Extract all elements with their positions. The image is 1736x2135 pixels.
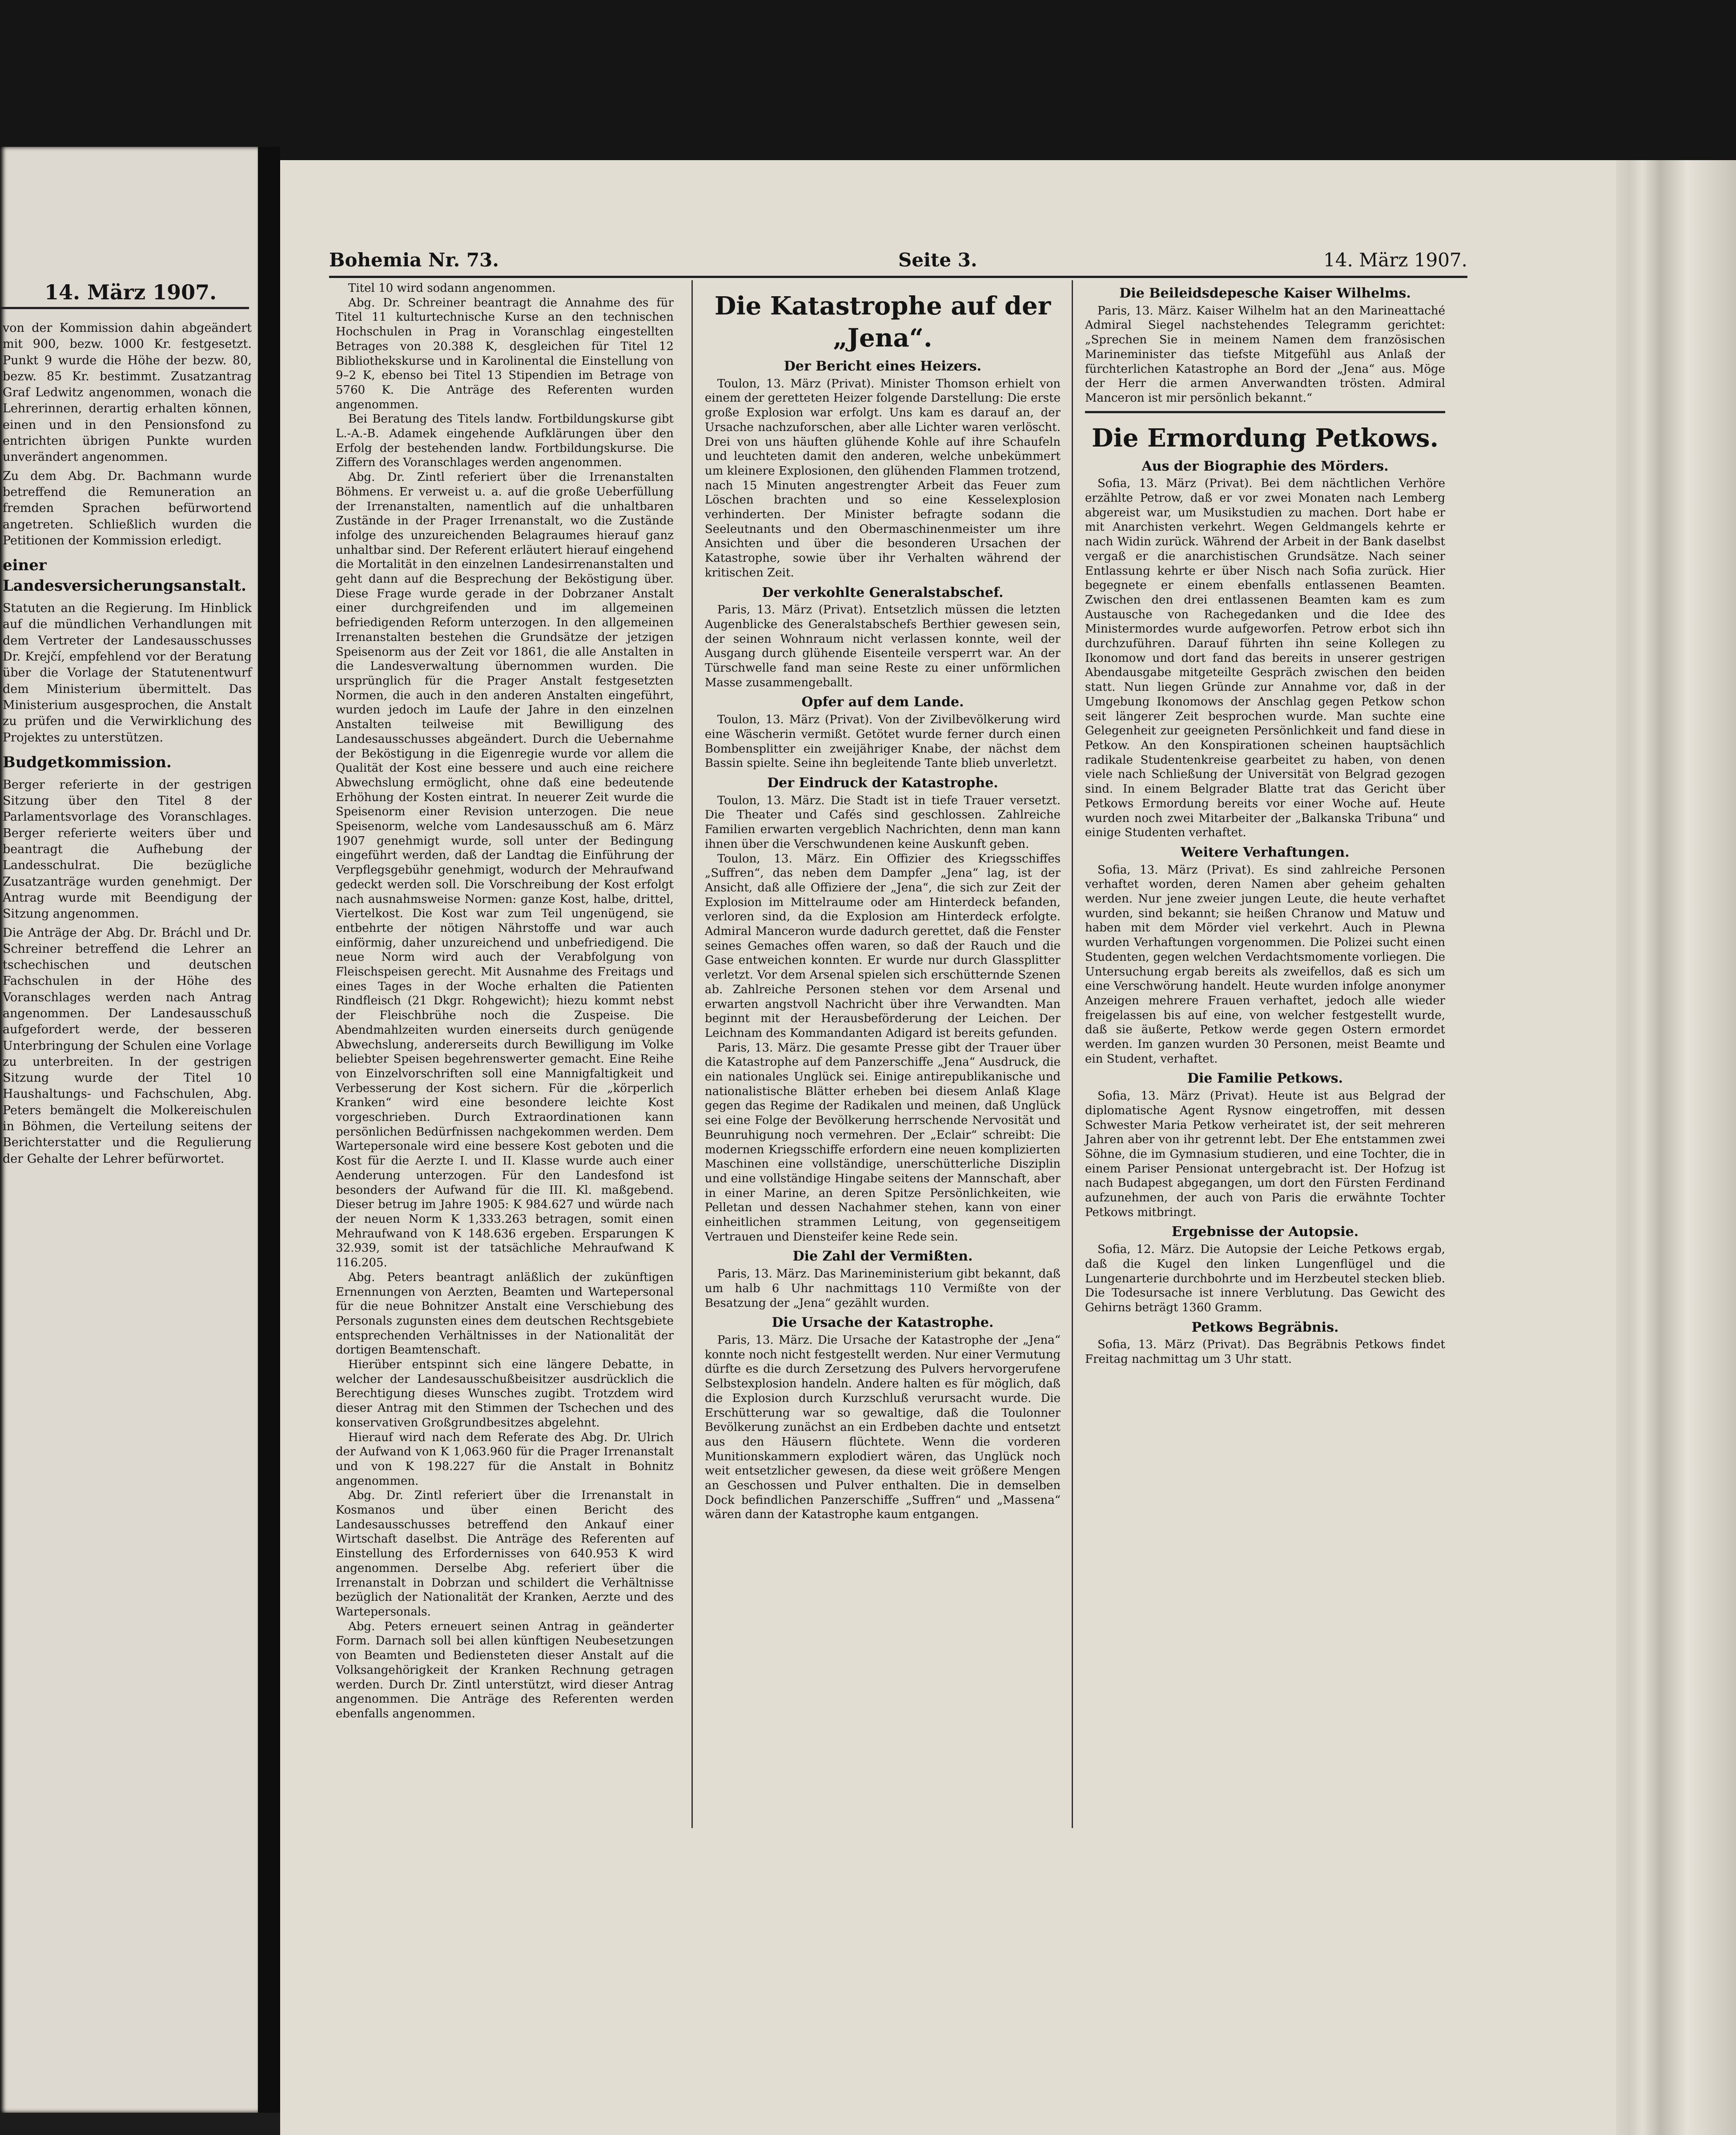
column-2 xyxy=(705,281,1061,1522)
paragraph: Sofia, 13. März (Privat). Bei dem nächtlichen Verhöre erzählte Petrow, daß er vor zwei Monaten nach Lemberg abgereist war, um Musikstudien zu machen. Dort habe er mit Anarchisten verkehrt. Wegen Geldmangels kehrte er nach Widin zurück. Während der Arbeit in der Bank daselbst vergaß er die anarchistischen Grundsätze. Nach seiner Entlassung kehrte er über Nisch nach Sofia zurück. Hier begegnete er einem ebenfalls entlassenen Beamten. Zwischen den drei entlassenen Beamten kam es zum Austausche von Rachegedanken und die Idee des Ministermordes wurde aufgeworfen. Petrow erbot sich ihn durchzuführen. Darauf führten ihn seine Kollegen zu Ikonomow und dort fand das bereits in unserer gestrigen Abendausgabe mitgeteilte Gespräch zwischen den beiden statt. Nun liegen Gründe zur Annahme vor, daß in der Umgebung Ikonomows der Anschlag gegen Petkow schon seit längerer Zeit besprochen wurde. Man suchte eine Gelegenheit zur geeigneten Persönlichkeit und fand diese in Petkow. An den Konspirationen scheinen hauptsächlich radikale Studentenkreise gearbeitet zu haben, von denen viele nach Schließung der Universität von Belgrad gezogen sind. In einem Belgrader Blatte trat das Gericht über Petkows Ermordung bereits vor einer Woche auf. Heute wurden noch zwei Mitarbeiter der „Balkanska Tribuna“ und einige Studenten verhaftet. xyxy=(1085,477,1445,840)
paragraph: Paris, 13. März. Die gesamte Presse gibt der Trauer über die Katastrophe auf dem Panzerschiffe „Jena“ Ausdruck, die ein nationales Unglück sei. Einige antirepublikanische und nationalistische Blätter erheben bei diesem Anlaß Klage gegen das Regime der Radikalen und meinen, daß Unglück sei eine Folge der Bevölkerung herrschende Nervosität und Beunruhigung noch vermehren. Der „Eclair“ schreibt: Die modernen Kriegsschiffe erfordern eine neuen komplizierten Maschinen eine vollständige, unerschütterliche Disziplin und eine vollständige Hingabe seitens der Mannschaft, aber in einer Marine, an deren Spitze Persönlichkeiten, wie Pelletan und dessen Nachahmer stehen, kann von einer einheitlichen strammen Leitung, von gegenseitigem Vertrauen und Diensteifer keine Rede sein. xyxy=(705,1041,1061,1244)
left-page-date: 14. März 1907. xyxy=(44,280,217,304)
section-heading: Der verkohlte Generalstabschef. xyxy=(762,584,1004,600)
paragraph: Abg. Dr. Zintl referiert über die Irrenanstalten Böhmens. Er verweist u. a. auf die große Ueberfüllung der Irrenanstalten, namentlich auf die unhaltbaren Zustände in der Prager Irrenanstalt, wo die Zustände infolge des unzureichenden Belagraumes hierauf ganz unhaltbar sind. Der Referent erläutert hierauf eingehend die Mortalität in den einzelnen Landesirrenanstalten und geht dann auf die Besprechung der Beköstigung über. Diese Frage wurde gerade in der Dobrzaner Anstalt einer durchgreifenden und im allgemeinen befriedigenden Reform unterzogen. In den allgemeinen Irrenanstalten bestehen die Grundsätze der jetzigen Speisenorm aus der Zeit vor 1861, die alle Anstalten in die Landesverwaltung übernommen wurden. Die ursprünglich für die Prager Anstalt festgesetzten Normen, die auch in den anderen Anstalten eingeführt, wurden jedoch im Laufe der Jahre in den einzelnen Anstalten teilweise mit Bewilligung des Landesausschusses abgeändert. Durch die Uebernahme der Beköstigung in die Eigenregie wurde vor allem die Qualität der Kost eine bessere und auch eine reichere Abwechslung ermöglicht, ohne daß eine bedeutende Erhöhung der Kosten eintrat. In neuerer Zeit wurde die Speisenorm einer Revision unterzogen. Die neue Speisenorm, welche vom Landesausschuß am 6. März 1907 genehmigt wurde, soll unter der Bedingung eingeführt werden, daß der Landtag die Einführung der Verpflegsgebühr genehmigt, wodurch der Mehraufwand gedeckt werden soll. Die Vorschreibung der Kost erfolgt nach ausnahmsweise Normen: ganze Kost, halbe, drittel, Viertelkost. Die Kost war zum Teil ungenügend, sie entbehrte der nötigen Nährstoffe und war auch einförmig, daher unzureichend und unbefriedigend. Die neue Norm wird auch der Verabfolgung von Fleischspeisen gerecht. Mit Ausnahme des Freitags und eines Tages in der Woche erhalten die Patienten Rindfleisch (21 Dkgr. Rohgewicht); hiezu kommt nebst der Fleischbrühe noch die Zuspeise. Die Abendmahlzeiten wurden einerseits durch genügende Abwechslung, andererseits durch Bewilligung im Volke beliebter Speisen begehrenswerter gemacht. Eine Reihe von Einzelvorschriften soll eine Mannigfaltigkeit und Verbesserung der Kost sichern. Für die „körperlich Kranken“ wird eine besondere leichte Kost vorgeschrieben. Durch Extraordinationen kann persönlichen Bedürfnissen nachgekommen werden. Dem Wartepersonale wird eine bessere Kost geboten und die Kost für die Aerzte I. und II. Klasse wurde auch einer Aenderung unterzogen. Für den Landesfond ist besonders der Aufwand für die III. Kl. maßgebend. Dieser betrug im Jahre 1905: K 984.627 und würde nach der neuen Norm K 1,333.263 betragen, somit einen Mehraufwand von K 148.636 ergeben. Ersparungen K 32.939, somit ist der tatsächliche Mehraufwand K 116.205. xyxy=(336,471,674,1270)
section-heading: Ergebnisse der Autopsie. xyxy=(1171,1224,1359,1240)
paragraph: Paris, 13. März. Das Marineministerium gibt bekannt, daß um halb 6 Uhr nachmittags 110 Vermißte von der Besatzung der „Jena“ gezählt wurden. xyxy=(705,1267,1061,1310)
article-title-petkow: Die Ermordung Petkows. xyxy=(1092,423,1439,453)
lp-paragraph: Statuten an die Regierung. Im Hinblick auf die mündlichen Verhandlungen mit dem Vertreter der Landesausschusses Dr. Krejčí, empfehlend vor der Beratung über die Vorlage der Statutenentwurf dem Ministerium übermittelt. Das Ministerium ausgesprochen, die Anstalt zu prüfen und die Verwirklichung des Projektes zu unterstützen. xyxy=(3,601,252,745)
section-heading: Der Eindruck der Katastrophe. xyxy=(767,775,998,791)
page-stack-edge xyxy=(1616,160,1736,2135)
paragraph: Abg. Dr. Zintl referiert über die Irrenanstalt in Kosmanos und über einen Bericht des Landesausschusses betreffend den Ankauf einer Wirtschaft daselbst. Die Anträge des Referenten auf Einstellung des Erfordernisses von 640.953 K wird angenommen. Derselbe Abg. referiert über die Irrenanstalt in Dobrzan und schildert die Verhältnisse bezüglich der Nationalität der Kranken, Aerzte und des Wartepersonals. xyxy=(336,1489,674,1619)
paragraph: Toulon, 13. März. Die Stadt ist in tiefe Trauer versetzt. Die Theater und Cafés sind geschlossen. Zahlreiche Familien erwarten vergeblich Nachrichten, denn man kann ihnen über die Verschwundenen keine Auskunft geben. xyxy=(705,794,1061,851)
paragraph: Toulon, 13. März (Privat). Minister Thomson erhielt von einem der geretteten Heizer folgende Darstellung: Die erste große Explosion war erfolgt. Uns kam es darauf an, der Ursache nachzuforschen, aber alle Lichter waren verlöscht. Drei von uns häuften glühende Kohle auf ihre Schaufeln und leuchteten damit den anderen, welche unbekümmert um kleinere Explosionen, den glühenden Flammen trotzend, nach 15 Minuten angestrengter Arbeit das Feuer zum Löschen brachten und so eine Kesselexplosion verhinderten. Der Minister befragte sodann die Seeleutnants und den Obermaschinenmeister um ihre Ansichten und über die besonderen Ursachen der Katastrophe, sowie über ihr Verhalten während der kritischen Zeit. xyxy=(705,377,1061,580)
lp-heading: Budgetkommission. xyxy=(3,753,172,771)
paragraph: Toulon, 13. März (Privat). Von der Zivilbevölkerung wird eine Wäscherin vermißt. Getötet wurde ferner durch einen Bombensplitter ein zweijähriger Knabe, der nächst dem Bassin spielte. Seine ihn begleitende Tante blieb unverletzt. xyxy=(705,713,1061,770)
paragraph: Toulon, 13. März. Ein Offizier des Kriegsschiffes „Suffren“, das neben dem Dampfer „Jena“ lag, ist der Ansicht, daß alle Offiziere der „Jena“, die sich zur Zeit der Explosion im Mittelraume oder am Hinterdeck befanden, verloren sind, da die Explosion am Hinterdeck erfolgte. Admiral Manceron wurde dadurch gerettet, daß die Fenster seines Gemaches offen waren, so daß der Rauch und die Gase entweichen konnten. Er wurde nur durch Glassplitter verletzt. Vor dem Arsenal spielen sich erschütternde Szenen ab. Zahlreiche Personen stehen vor dem Arsenal und erwarten angstvoll Nachricht über ihre Verwandten. Man beginnt mit der Herausbeförderung der Leichen. Der Leichnam des Kommandanten Adigard ist bereits gefunden. xyxy=(705,852,1061,1040)
lp-heading: einer Landesversicherungsanstalt. xyxy=(3,556,246,595)
paragraph: Paris, 13. März. Kaiser Wilhelm hat an den Marineattaché Admiral Siegel nachstehendes Telegramm gerichtet: „Sprechen Sie in meinem Namen dem französischen Marineminister das tiefste Mitgefühl aus Anlaß der fürchterlichen Katastrophe an Bord der „Jena“ aus. Möge der Herr die armen Anverwandten trösten. Admiral Manceron ist mir persönlich bekannt.“ xyxy=(1085,304,1445,405)
column-3 xyxy=(1085,281,1445,1367)
page-gutter xyxy=(258,147,280,2113)
section-heading: Der Bericht eines Heizers. xyxy=(784,359,982,374)
paragraph: Abg. Peters erneuert seinen Antrag in geänderter Form. Darnach soll bei allen künftigen Neubesetzungen von Beamten und Bediensteten dieser Anstalt auf die Volksangehörigkeit der Kranken Rechnung getragen werden. Durch Dr. Zintl unterstützt, wird dieser Antrag angenommen. Die Anträge des Referenten werden ebenfalls angenommen. xyxy=(336,1619,674,1720)
paragraph: Paris, 13. März. Die Ursache der Katastrophe der „Jena“ konnte noch nicht festgestellt werden. Nur einer Vermutung dürfte es die durch Zersetzung des Pulvers hervorgerufene Selbstexplosion handeln. Andere halten es für möglich, daß die Explosion durch Kurzschluß verursacht wurde. Die Erschütterung war so gewaltige, daß die Toulonner Bevölkerung zunächst an ein Erdbeben dachte und entsetzt aus den Häusern flüchtete. Wenn die vorderen Munitionskammern explodiert wären, das Unglück noch weit entsetzlicher gewesen, da diese weit größere Mengen an Geschossen und Pulver enthalten. Die in demselben Dock befindlichen Panzerschiffe „Suffren“ und „Massena“ wären dann der Katastrophe kaum entgangen. xyxy=(705,1333,1061,1522)
paragraph: Titel 10 wird sodann angenommen. xyxy=(348,282,556,295)
paragraph: Paris, 13. März (Privat). Entsetzlich müssen die letzten Augenblicke des Generalstabschefs Berthier gewesen sein, der seinen Wohnraum nicht verlassen konnte, weil der Ausgang durch glühende Eisenteile versperrt war. An der Türschwelle fand man seine Reste zu einer unförmlichen Masse zusammengeballt. xyxy=(705,603,1061,689)
newspaper-page xyxy=(280,160,1736,2135)
column-rule xyxy=(691,280,693,1828)
paragraph: Bei Beratung des Titels landw. Fortbildungskurse gibt L.-A.-B. Adamek eingehende Aufklärungen über den Erfolg der bestehenden landw. Fortbildungskurse. Die Ziffern des Voranschlages werden angenommen. xyxy=(336,412,674,470)
paragraph: Abg. Dr. Schreiner beantragt die Annahme des für Titel 11 kulturtechnische Kurse an den technischen Hochschulen in Prag in Voranschlag eingestellten Betrages von 20.388 K, desgleichen für Titel 12 Bibliothekskurse und in Karolinental die Einstellung von 9–2 K, ebenso bei Titel 13 Stipendien im Betrage von 5760 K. Die Anträge des Referenten wurden angenommen. xyxy=(336,296,674,411)
header-issue: Bohemia Nr. 73. xyxy=(329,249,499,271)
paragraph: Hierauf wird nach dem Referate des Abg. Dr. Ulrich der Aufwand von K 1,063.960 für die Prager Irrenanstalt und von K 198.227 für die Anstalt in Bohnitz angenommen. xyxy=(336,1430,674,1488)
section-heading: Die Ursache der Katastrophe. xyxy=(772,1315,994,1331)
paragraph: Sofia, 13. März (Privat). Das Begräbnis Petkows findet Freitag nachmittag um 3 Uhr statt. xyxy=(1085,1338,1445,1366)
left-page-fragment xyxy=(0,147,258,2113)
column-1 xyxy=(336,281,674,1721)
page-header xyxy=(329,249,1467,276)
article-title-jena: Die Katastrophe auf der „Jena“. xyxy=(714,291,1051,353)
lp-paragraph: von der Kommission dahin abgeändert mit 900, bezw. 1000 Kr. festgesetzt. Punkt 9 wurde die Höhe der bezw. 80, bezw. 85 Kr. bestimmt. Zusatzantrag Graf Ledwitz angenommen, wonach die Lehrerinnen, derartig erhalten können, einen und in den Pensionsfond zu entrichten übrigen Punkte wurden unverändert angenommen. xyxy=(3,321,252,464)
section-heading: Aus der Biographie des Mörders. xyxy=(1141,458,1389,474)
left-page-column xyxy=(3,320,252,1170)
scan-background xyxy=(0,0,1736,160)
section-heading: Die Familie Petkows. xyxy=(1187,1071,1343,1087)
header-rule xyxy=(329,276,1467,278)
lp-paragraph: Berger referierte in der gestrigen Sitzung über den Titel 8 der Parlamentsvorlage des Voranschlages. Berger referierte weiters über und beantragt die Aufhebung der Landesschulrat. Die bezügliche Zusatzanträge wurden genehmigt. Der Antrag wurde mit Beendigung der Sitzung angenommen. xyxy=(3,777,252,921)
section-heading: Opfer auf dem Lande. xyxy=(801,694,964,710)
article-divider xyxy=(1085,411,1445,413)
column-rule xyxy=(1072,280,1073,1828)
paragraph: Sofia, 12. März. Die Autopsie der Leiche Petkows ergab, daß die Kugel den linken Lungenflügel und die Lungenarterie durchbohrte und im Herzbeutel stecken blieb. Die Todesursache ist innere Verblutung. Das Gewicht des Gehirns beträgt 1360 Gramm. xyxy=(1085,1243,1445,1314)
section-heading: Weitere Verhaftungen. xyxy=(1181,844,1350,860)
section-heading: Die Zahl der Vermißten. xyxy=(792,1249,973,1265)
header-page-number: Seite 3. xyxy=(898,249,977,271)
paragraph: Abg. Peters beantragt anläßlich der zukünftigen Ernennungen von Aerzten, Beamten und Wartepersonal für die neue Bohnitzer Anstalt eine Verschiebung des Personals zugunsten eines dem deutschen Rechtsgebiete entsprechenden Verhältnisses in der Nationalität der dortigen Beamtenschaft. xyxy=(336,1270,674,1357)
paragraph: Hierüber entspinnt sich eine längere Debatte, in welcher der Landesausschußbeisitzer ausdrücklich die Berechtigung dieses Wunsches zugibt. Trotzdem wird dieser Antrag mit den Stimmen der Tschechen und des konservativen Großgrundbesitzes abgelehnt. xyxy=(336,1358,674,1430)
section-heading: Petkows Begräbnis. xyxy=(1191,1319,1339,1335)
paragraph: Sofia, 13. März (Privat). Es sind zahlreiche Personen verhaftet worden, deren Namen aber geheim gehalten werden. Nur jene zweier jungen Leute, die heute verhaftet wurden, sind bekannt; sie heißen Chranow und Matuw und haben mit dem Mörder viel verkehrt. Auch in Plewna wurden Verhaftungen vorgenommen. Die Polizei sucht einen Studenten, gegen welchen Verdachtsmomente vorliegen. Die Untersuchung ergab bereits als zweifellos, daß es sich um eine Verschwörung handelt. Heute wurden infolge anonymer Anzeigen mehrere Frauen verhaftet, jedoch alle wieder freigelassen bis auf eine, von welcher festgestellt wurde, daß sie äußerte, Petkow werde gegen Ostern ermordet werden. Im ganzen wurden 30 Personen, meist Beamte und ein Student, verhaftet. xyxy=(1085,863,1445,1066)
lp-paragraph: Die Anträge der Abg. Dr. Bráchl und Dr. Schreiner betreffend die Lehrer an tschechischen und deutschen Fachschulen in der Höhe des Voranschlages werden nach Antrag angenommen. Der Landesausschuß aufgefordert werde, der besseren Unterbringung der Schulen eine Vorlage zu unterbreiten. In der gestrigen Sitzung wurde der Titel 10 Haushaltungs- und Fachschulen, Abg. Peters bemängelt die Molkereischulen in Böhmen, die Verteilung seitens der Berichterstatter und die Regulierung der Gehalte der Lehrer befürwortet. xyxy=(3,926,252,1166)
section-heading: Die Beileidsdepesche Kaiser Wilhelms. xyxy=(1119,286,1411,301)
lp-paragraph: Zu dem Abg. Dr. Bachmann wurde betreffend die Remuneration an fremden Sprachen befürwortend angetreten. Schließlich wurden die Petitionen der Kommission erledigt. xyxy=(3,469,252,548)
header-date: 14. März 1907. xyxy=(1323,249,1467,271)
left-page-rule xyxy=(0,307,249,309)
paragraph: Sofia, 13. März (Privat). Heute ist aus Belgrad der diplomatische Agent Rysnow eingetroffen, mit dessen Schwester Maria Petkow verheiratet ist, der seit mehreren Jahren aber von ihr getrennt lebt. Der Ehe entstammen zwei Söhne, die im Gymnasium studieren, und eine Tochter, die in einem Pariser Pensionat untergebracht ist. Der Hofzug ist nach Budapest abgegangen, um dort den Fürsten Ferdinand aufzunehmen, der auch von Paris die erwähnte Tochter Petkows mitbringt. xyxy=(1085,1089,1445,1219)
